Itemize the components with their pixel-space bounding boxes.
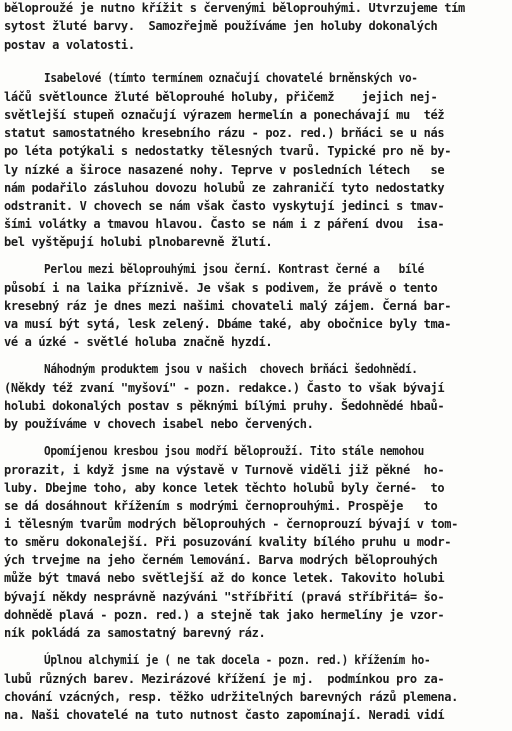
text-line: dohnědě plavá - pozn. red.) a stejně tak jako hermelíny je vzor-: [4, 608, 445, 622]
text-line: Úplnou alchymií je ( ne tak docela - pozn. red.) křížením ho-: [44, 653, 431, 667]
text-line: nám podařilo zásluhou dovozu holubů ze zahraničí tyto nedostatky: [4, 181, 445, 195]
text-line: působí i na laika příznivě. Je však s podivem, že právě o tento: [4, 281, 438, 295]
text-line: i tělesným tvarům modrých běloprouhých - černoprouzí bývají v tom-: [4, 517, 458, 531]
text-line: ník pokládá za samostatný barevný ráz.: [4, 626, 266, 640]
text-line: lubů různých barev. Mezirázové křížení je mj. podmínkou pro za-: [4, 672, 445, 686]
text-line: to směru dokonalejší. Při posuzování kvality bílého pruhu u modr-: [4, 535, 452, 549]
text-line: holubi dokonalých postav s pěknými bílými pruhy. Šedohnědé hbaů-: [4, 399, 445, 413]
text-line: světlejší stupeň označují výrazem hermelín a ponechávají mu též: [4, 108, 445, 122]
text-line: Náhodným produktem jsou v našich chovech brňáci šedohnědí.: [44, 362, 418, 376]
text-line: vé a úzké - světlé holuba značně hyzdí.: [4, 335, 273, 349]
text-line: (Někdy též zvaní "myšoví" - pozn. redakce.) Často to však bývají: [4, 381, 445, 395]
text-line: bel vyštěpují holubi plnobarevně žlutí.: [4, 235, 273, 249]
text-line: luby. Dbejme toho, aby konce letek těchto holubů byly černé- to: [4, 481, 445, 495]
text-line: Isabelové (tímto termínem označují chovatelé brněnských vo-: [44, 71, 418, 85]
text-line: láčů světlounce žluté běloprouhé holuby, přičemž jejich nej-: [4, 90, 438, 104]
text-line: bývají někdy nesprávně nazýváni "stříbřití (pravá stříbřitá= šo-: [4, 590, 445, 604]
text-line: statut samostatného kresebního rázu - poz. red.) brňáci se u nás: [4, 126, 445, 140]
text-line: se dá dosáhnout křížením s modrými černoprouhými. Prospěje to: [4, 499, 438, 513]
text-line: běloproužé je nutno křížit s červenými běloprouhými. Utvrzujeme tím: [4, 1, 465, 15]
text-line: šími volátky a tmavou hlavou. Často se nám i z páření dvou isa-: [4, 217, 445, 231]
text-line: po léta potýkali s nedostatky tělesných tvarů. Typické pro ně by-: [4, 144, 452, 158]
text-line: by používáme v chovech isabel nebo červených.: [4, 417, 314, 431]
text-line: odstranit. V chovech se nám však často vyskytují jedinci s tmav-: [4, 199, 445, 213]
text-line: Perlou mezi běloprouhými jsou černí. Kontrast černé a bílé: [44, 262, 424, 276]
text-line: prorazit, i když jsme na výstavě v Turnově viděli již pěkné ho-: [4, 463, 445, 477]
text-line: sytost žluté barvy. Samozřejmě používáme jen holuby dokonalých: [4, 19, 438, 33]
text-line: ých trvejme na jeho černém lemování. Barva modrých běloprouhých: [4, 553, 438, 567]
text-line: na. Naši chovatelé na tuto nutnost často zapomínají. Neradi vidí: [4, 708, 445, 722]
text-line: postav a volatosti.: [4, 38, 135, 52]
text-line: kresebný ráz je dnes mezi našimi chovateli malý zájem. Černá bar-: [4, 299, 452, 313]
text-line: va musí být sytá, lesk zelený. Dbáme také, aby obočnice byly tma-: [4, 317, 452, 331]
text-line: ly nízké a široce nasazené nohy. Teprve v posledních létech se: [4, 163, 445, 177]
text-line: může být tmavá nebo světlejší až do konce letek. Takovito holubi: [4, 571, 445, 585]
text-line: chování vzácných, resp. těžko udržitelných barevných rázů plemena.: [4, 690, 458, 704]
text-line: Opomíjenou kresbou jsou modří běloprouží. Tito stále nemohou: [44, 444, 424, 458]
